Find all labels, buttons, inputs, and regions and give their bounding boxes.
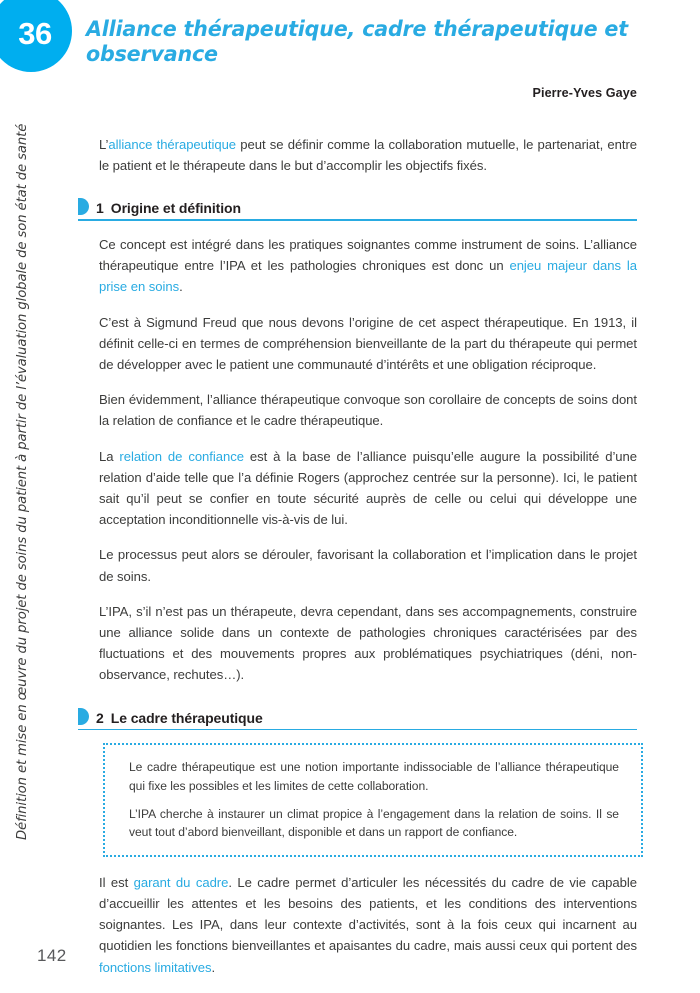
section-title-1: Origine et définition xyxy=(110,200,241,217)
intro-rest: peut se définir comme la collaboration mutuelle, le partenariat, entre le patient et le thérapeute dans le but d’accomplir les objectifs fixés. xyxy=(99,137,637,174)
section1-paragraph-5: Le processus peut alors se dérouler, favorisant la collaboration et l’implication dans le projet de soins. xyxy=(99,547,637,584)
section-rule-2 xyxy=(78,729,637,731)
running-head xyxy=(0,80,60,840)
s1p4-after: est à la base de l’alliance puisqu’elle augure la possibilité d’une relation d’aide telle que l’a définie Rogers (approchez centrée sur la personne). Ici, le patient sait qu’il peut se confier en toute sécurité auprès de celle ou celui qui développe une acceptation inconditionnelle vis-à-vis de lui. xyxy=(99,448,637,528)
s1p4-before: La xyxy=(99,448,120,464)
s1p1-after: . xyxy=(179,279,183,295)
main-content xyxy=(96,86,637,978)
section2-paragraph-1 xyxy=(99,872,637,978)
intro-prefix: L’ xyxy=(99,137,109,152)
callout-box xyxy=(103,743,643,857)
s1p1-highlight: enjeu majeur dans la prise en soins xyxy=(99,258,637,295)
s2p1-mid: . Le cadre permet d’articuler les nécessités du cadre de vie capable d’accueillir les attentes et les besoins des patients, et les conditions des interventions soignantes. Les IPA, dans leur contexte d’activités, sont à la fois ceux qui incarnent au quotidien les fonctions bienveillantes et apaisantes du cadre, mais aussi ceux qui portent des xyxy=(99,874,637,954)
section-marker-icon xyxy=(78,198,89,215)
section-title-2: Le cadre thérapeutique xyxy=(110,709,263,726)
page-title: Alliance thérapeutique, cadre thérapeutique et observance xyxy=(86,17,628,67)
s2p1-after: . xyxy=(211,959,216,975)
callout-paragraph-1: Le cadre thérapeutique est une notion importante indissociable de l’alliance thérapeutique qui fixe les possibles et les limites de cette collaboration. xyxy=(129,760,619,793)
s2p1-highlight: garant du cadre xyxy=(133,874,229,890)
page-number: 142 xyxy=(37,946,67,965)
section-heading-2 xyxy=(96,706,637,731)
section-rule-1 xyxy=(78,219,637,221)
section1-paragraph-3: Bien évidemment, l’alliance thérapeutique convoque son corollaire de concepts de soins dont la relation de confiance et le cadre thérapeutique. xyxy=(99,392,637,429)
chapter-number-badge xyxy=(0,0,72,72)
section-number-1: 1 xyxy=(96,200,104,217)
callout-paragraph-2: L’IPA cherche à instaurer un climat propice à l’engagement dans la relation de soins. Il se veut tout d’abord bienveillant, disponible et dans un rapport de confiance. xyxy=(129,807,619,840)
running-head-label: Définition et mise en œuvre du projet de soins du patient à partir de l’évaluation globale de son état de santé xyxy=(15,123,30,840)
intro-paragraph xyxy=(99,134,637,176)
section-heading-1 xyxy=(96,196,637,221)
section-number-2: 2 xyxy=(96,709,104,726)
section-marker-icon xyxy=(78,708,89,725)
section1-paragraph-4 xyxy=(99,446,637,531)
s1p1-before: Ce concept est intégré dans les pratiques soignantes comme instrument de soins. L’alliance thérapeutique entre l’IPA et les pathologies chroniques est donc un xyxy=(99,237,637,274)
s1p4-highlight: relation de confiance xyxy=(119,448,244,464)
section1-paragraph-1 xyxy=(99,234,637,298)
chapter-number: 36 xyxy=(18,16,52,51)
s2p1-highlight2: fonctions limitatives xyxy=(99,959,212,975)
intro-highlight: alliance thérapeutique xyxy=(108,137,237,152)
author-name: Pierre-Yves Gaye xyxy=(532,86,637,100)
s2p1-before: Il est xyxy=(99,874,134,890)
section1-paragraph-6: L’IPA, s’il n’est pas un thérapeute, devra cependant, dans ses accompagnements, construire une alliance solide dans un contexte de pathologies chroniques caractérisées par des fluctuations et des mouvements propres aux problématiques psychiatriques (déni, non-observance, rechutes…). xyxy=(99,603,637,683)
section1-paragraph-2: C’est à Sigmund Freud que nous devons l’origine de cet aspect thérapeutique. En 1913, il définit celle-ci en termes de compréhension bienveillante de la part du thérapeute qui permet de développer avec le patient une communauté d’intérêts et une obligation réciproque. xyxy=(99,314,637,373)
